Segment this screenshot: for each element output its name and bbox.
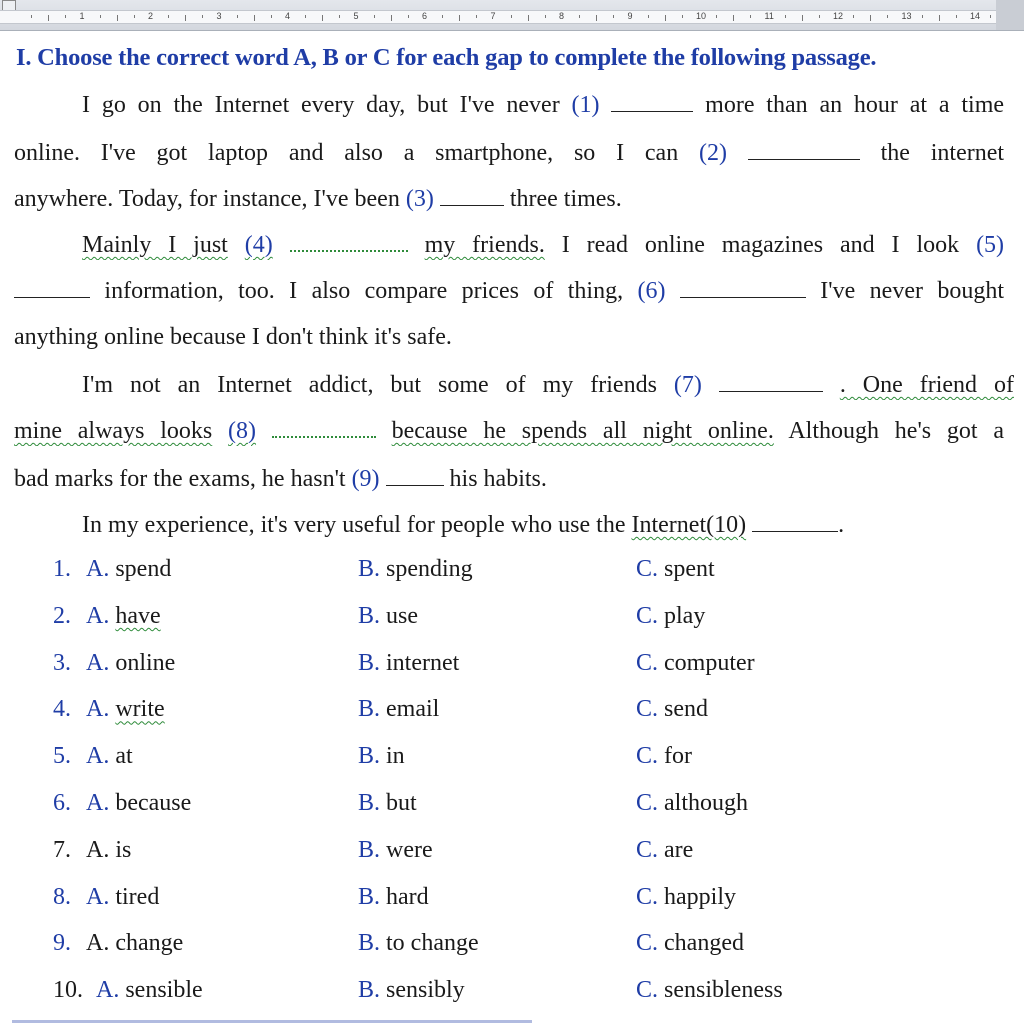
gap-number: (8)	[228, 418, 257, 444]
ruler-tick	[802, 15, 803, 21]
ruler-tick	[374, 15, 375, 18]
ruler-tick	[271, 15, 272, 18]
option-b: B. spending	[358, 556, 473, 582]
option-a: A. tired	[86, 883, 160, 910]
ruler-number: 3	[216, 11, 222, 21]
ruler-number: 12	[833, 11, 844, 21]
ruler-tick	[785, 15, 786, 18]
answer-gap	[272, 418, 376, 438]
passage-line: bad marks for the exams, he hasn't (9) his habits.	[14, 466, 547, 492]
next-section-cutoff	[0, 1018, 1024, 1028]
ruler-number: 14	[970, 11, 981, 21]
question-number: 6.	[53, 790, 71, 816]
ruler-tick	[613, 15, 614, 18]
option-a: A. sensible	[96, 977, 203, 1004]
gap-number: (6)	[637, 278, 666, 304]
ruler-tick	[870, 15, 871, 21]
question-number: 2.	[53, 602, 71, 629]
option-b: B. to change	[358, 930, 479, 957]
ruler-tick	[819, 15, 820, 18]
option-a: A. write	[86, 696, 165, 723]
question-number: 3.	[53, 649, 71, 676]
option-b: B. use	[358, 602, 419, 629]
ruler-tick	[648, 15, 649, 18]
ruler-tick	[939, 15, 940, 21]
option-c: C. computer	[636, 649, 755, 676]
ruler[interactable]	[0, 0, 1024, 31]
ruler-number: 13	[901, 11, 912, 21]
ruler-tick	[100, 15, 101, 18]
answer-gap	[680, 279, 806, 298]
option-row	[0, 837, 1024, 877]
option-b: B. sensibly	[358, 977, 465, 1004]
ruler-tick	[134, 15, 135, 18]
passage-line: anything online because I don't think it's safe.	[14, 324, 452, 350]
option-b: B. were	[358, 836, 433, 863]
option-c: C. are	[636, 836, 694, 863]
answer-gap	[719, 373, 823, 392]
question-number: 9.	[53, 930, 71, 957]
question-number: 10.	[53, 977, 83, 1004]
gap-number: (1)	[571, 92, 600, 118]
ruler-tick	[682, 15, 683, 18]
gap-number: (9)	[351, 466, 380, 492]
option-row	[0, 743, 1024, 783]
passage-line: I go on the Internet every day, but I've never (1) more than an hour at a time	[82, 92, 1004, 118]
ruler-number: 4	[285, 11, 291, 21]
option-a: A. is	[86, 836, 132, 863]
answer-gap	[386, 467, 444, 486]
option-row	[0, 930, 1024, 970]
option-c: C. although	[636, 790, 749, 816]
exercise-heading: I. Choose the correct word A, B or C for each gap to complete the following passage.	[16, 44, 877, 71]
passage-line: anywhere. Today, for instance, I've been (3) three times.	[14, 186, 622, 212]
option-a: A. have	[86, 602, 161, 629]
ruler-number: 2	[148, 11, 154, 21]
question-number: 4.	[53, 696, 71, 723]
answer-gap	[748, 141, 860, 160]
ruler-number: 10	[696, 11, 707, 21]
gap-number: (7)	[673, 372, 702, 398]
ruler-tick	[511, 15, 512, 18]
ruler-tick	[922, 15, 923, 18]
option-c: C. changed	[636, 930, 744, 957]
ruler-tick	[339, 15, 340, 18]
option-row	[0, 556, 1024, 596]
answer-gap	[611, 93, 693, 112]
ruler-tick	[596, 15, 597, 21]
question-number: 1.	[53, 556, 71, 582]
option-b: B. email	[358, 696, 440, 723]
option-row	[0, 790, 1024, 830]
option-a: A. change	[86, 930, 184, 957]
ruler-tick	[65, 15, 66, 18]
ruler-number: 5	[353, 11, 359, 21]
ruler-tick	[254, 15, 255, 21]
ruler-number: 9	[627, 11, 633, 21]
ruler-tick	[31, 15, 32, 18]
ruler-tick	[476, 15, 477, 18]
gap-number: (2)	[699, 140, 727, 166]
option-row	[0, 977, 1024, 1017]
option-c: C. play	[636, 602, 706, 629]
ruler-tick	[237, 15, 238, 18]
option-c: C. send	[636, 696, 709, 723]
ruler-tick	[168, 15, 169, 18]
gap-number: (5)	[976, 232, 1004, 258]
option-b: B. but	[358, 790, 417, 816]
ruler-tick	[733, 15, 734, 21]
ruler-tick	[579, 15, 580, 18]
option-b: B. in	[358, 743, 405, 770]
ruler-tick	[322, 15, 323, 21]
ruler-tick	[853, 15, 854, 18]
ruler-number: 8	[559, 11, 565, 21]
ruler-tick	[202, 15, 203, 18]
passage-line: information, too. I also compare prices of thing, (6) I've never bought	[14, 276, 1004, 306]
ruler-number: 1	[79, 11, 85, 21]
ruler-tick	[391, 15, 392, 21]
option-a: A. spend	[86, 556, 172, 582]
option-c: C. spent	[636, 556, 715, 582]
option-row	[0, 884, 1024, 924]
answer-gap	[440, 187, 504, 206]
passage-line: online. I've got laptop and also a smartphone, so I can (2) the internet	[14, 140, 1004, 166]
ruler-number: 6	[422, 11, 428, 21]
option-c: C. sensibleness	[636, 977, 783, 1004]
passage-line: In my experience, it's very useful for people who use the Internet(10) .	[82, 512, 845, 538]
ruler-tick	[990, 15, 991, 18]
answer-gap	[752, 513, 838, 532]
option-b: B. internet	[358, 649, 460, 676]
answer-gap	[290, 232, 408, 252]
ruler-tick	[48, 15, 49, 21]
ruler-tick	[716, 15, 717, 18]
option-a: A. at	[86, 743, 133, 770]
question-number: 7.	[53, 836, 71, 863]
option-row	[0, 650, 1024, 690]
ruler-tick	[185, 15, 186, 21]
ruler-tick	[956, 15, 957, 18]
ruler-number: 7	[490, 11, 496, 21]
question-number: 8.	[53, 883, 71, 910]
ruler-tick	[117, 15, 118, 21]
ruler-tick	[887, 15, 888, 18]
option-a: A. online	[86, 649, 176, 676]
option-row	[0, 603, 1024, 643]
ruler-tick	[750, 15, 751, 18]
question-number: 5.	[53, 743, 71, 770]
option-c: C. for	[636, 743, 692, 770]
passage-line: I'm not an Internet addict, but some of my friends (7) . One friend of	[82, 372, 1014, 398]
ruler-number: 11	[764, 11, 774, 21]
right-margin-marker[interactable]	[996, 0, 1024, 30]
ruler-tick	[459, 15, 460, 21]
answer-gap	[14, 279, 90, 298]
option-row	[0, 696, 1024, 736]
ruler-tick	[665, 15, 666, 21]
option-b: B. hard	[358, 883, 429, 910]
gap-number: (4)	[244, 232, 273, 258]
ruler-scale	[0, 10, 1024, 24]
option-c: C. happily	[636, 883, 737, 910]
ruler-tick	[528, 15, 529, 21]
passage-line: mine always looks (8) because he spends all night online. Although he's got a	[14, 418, 1004, 444]
ruler-tick	[442, 15, 443, 18]
ruler-tick	[305, 15, 306, 18]
passage-line: Mainly I just (4) my friends. I read online magazines and I look (5)	[82, 232, 1004, 258]
ruler-tick	[408, 15, 409, 18]
option-a: A. because	[86, 790, 192, 816]
ruler-tick	[545, 15, 546, 18]
gap-number: (3)	[405, 186, 434, 212]
